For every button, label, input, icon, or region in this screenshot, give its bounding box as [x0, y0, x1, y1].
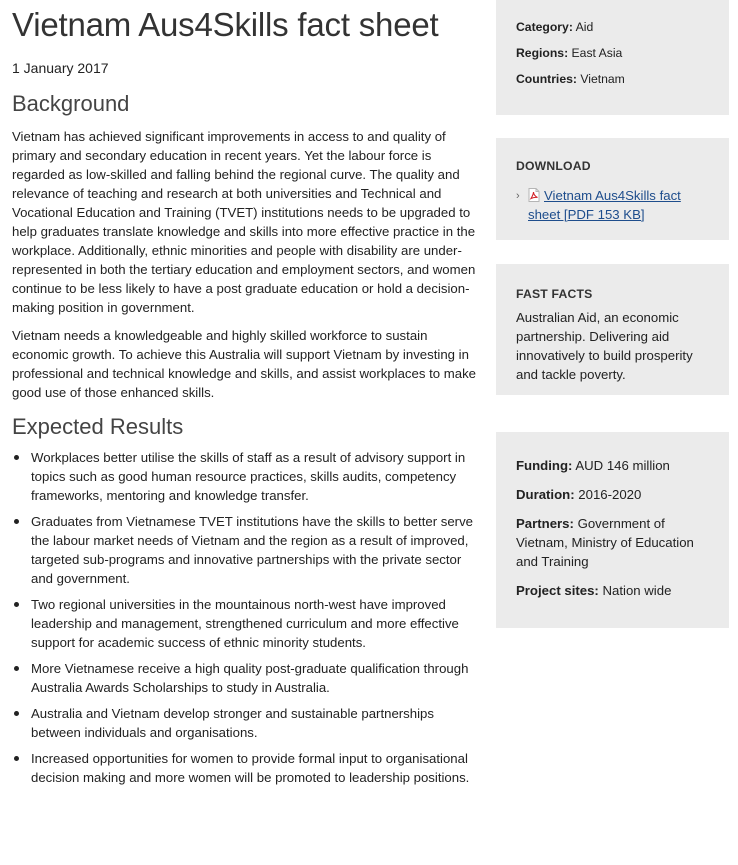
funding-value: AUD 146 million [575, 458, 670, 473]
fast-facts-heading: FAST FACTS [516, 287, 593, 301]
bullet-icon [14, 666, 19, 671]
meta-box [496, 0, 729, 115]
countries-label: Countries: [516, 72, 577, 86]
category-value: Aid [575, 20, 594, 34]
bullet-icon [14, 519, 19, 524]
download-box [496, 138, 729, 240]
project-sites-row [516, 581, 709, 600]
fast-facts-text: Australian Aid, an economic partnership. Delivering aid innovatively to build prosperity and tackle poverty. [516, 310, 693, 382]
regions-label: Regions: [516, 46, 569, 60]
results-heading: Expected Results [12, 414, 184, 439]
countries-row [516, 71, 709, 87]
duration-row [516, 485, 709, 504]
bullet-icon [14, 711, 19, 716]
page-title: Vietnam Aus4Skills fact sheet [12, 6, 439, 43]
category-label: Category: [516, 20, 573, 34]
list-item: Australia and Vietnam develop stronger and sustainable partnerships between individuals and organisations. [12, 704, 480, 742]
background-paragraph-1: Vietnam has achieved significant improvements in access to and quality of primary and secondary education in recent years. Yet the labour force is regarded as low-skilled and falling behind the regional curve. The quality and relevance of teaching and research at both universities and Technical and Vocational Education and Training (TVET) institutions needs to be upgraded to help graduates translate knowledge and skills into more effective practice in the workplace. Additionally, ethnic minorities and people with disability are under-represented in both the tertiary education and employment sectors, and women continue to be less likely to have a post graduate education or hold a decision-making position in government. [12, 129, 476, 315]
project-sites-value: Nation wide [602, 583, 672, 598]
bullet-icon [14, 756, 19, 761]
category-row [516, 19, 709, 35]
partners-row [516, 514, 709, 571]
bullet-icon [14, 602, 19, 607]
partners-label: Partners: [516, 516, 574, 531]
list-item: More Vietnamese receive a high quality post-graduate qualification through Australia Awards Scholarships to study in Australia. [12, 659, 480, 697]
funding-box [496, 432, 729, 628]
funding-row [516, 456, 709, 475]
list-item: Graduates from Vietnamese TVET institutions have the skills to better serve the labour market needs of Vietnam and the region as a result of improved, targeted sub-programs and innovative partnerships with the private sector and government. [12, 512, 480, 588]
duration-label: Duration: [516, 487, 575, 502]
chevron-right-icon: › [516, 190, 520, 202]
download-link[interactable]: Vietnam Aus4Skills fact sheet [PDF 153 KB] [528, 188, 681, 222]
regions-value: East Asia [571, 46, 623, 60]
download-item [516, 186, 709, 224]
download-heading: DOWNLOAD [516, 159, 591, 173]
funding-label: Funding: [516, 458, 573, 473]
fast-facts-box [496, 264, 729, 395]
list-item: Workplaces better utilise the skills of staff as a result of advisory support in topics such as good human resource practices, skills audits, competency frameworks, mentoring and knowledge transfer. [12, 448, 480, 505]
list-item: Increased opportunities for women to provide formal input to organisational decision making and more women will be promoted to leadership positions. [12, 749, 480, 787]
background-paragraph-2: Vietnam needs a knowledgeable and highly skilled workforce to sustain economic growth. To achieve this Australia will support Vietnam by investing in professional and technical knowledge and skills, and assist workplaces to make good use of those enhanced skills. [12, 328, 477, 400]
duration-value: 2016-2020 [578, 487, 642, 502]
list-item: Two regional universities in the mountainous north-west have improved leadership and management, strengthened curriculum and more effective support for academic success of ethnic minority students. [12, 595, 480, 652]
background-heading: Background [12, 91, 130, 116]
project-sites-label: Project sites: [516, 583, 599, 598]
partners-value: Government of Vietnam, Ministry of Education and Training [516, 516, 694, 569]
main-content [12, 0, 480, 794]
bullet-icon [14, 455, 19, 460]
results-list [12, 448, 480, 787]
pdf-icon [528, 188, 540, 202]
countries-value: Vietnam [580, 72, 625, 86]
regions-row [516, 45, 709, 61]
publish-date: 1 January 2017 [12, 60, 109, 76]
